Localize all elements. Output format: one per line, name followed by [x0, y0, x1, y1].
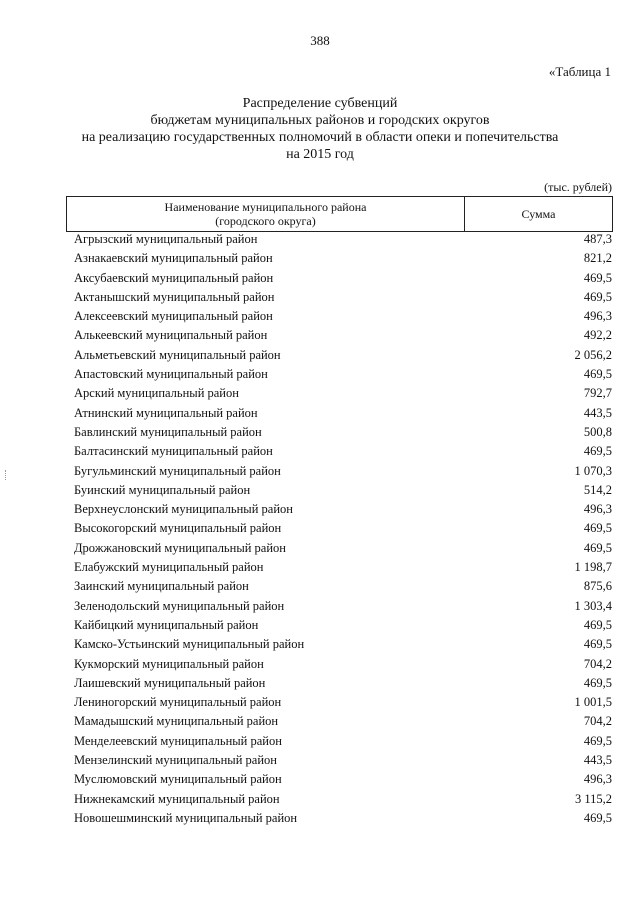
row-value: 704,2: [583, 714, 612, 729]
row-name: Агрызский муниципальный район: [74, 232, 258, 246]
row-value: 1 070,3: [574, 463, 612, 478]
table-row: [74, 423, 612, 442]
row-name: Бавлинский муниципальный район: [74, 424, 262, 439]
row-value: 469,5: [583, 637, 612, 652]
row-value: 496,3: [583, 309, 612, 324]
table-row: [74, 712, 612, 731]
table-row: [74, 307, 612, 326]
title-line-2: бюджетам муниципальных районов и городских округов: [150, 113, 490, 128]
row-value: 1 303,4: [574, 598, 612, 613]
units-label: (тыс. рублей): [544, 180, 612, 194]
row-value: 821,2: [583, 251, 612, 266]
table-row: [74, 751, 612, 770]
row-name: Буинский муниципальный район: [74, 482, 251, 497]
row-value: 469,5: [583, 810, 612, 825]
row-name: Заинский муниципальный район: [74, 579, 249, 594]
row-name: Альметьевский муниципальный район: [74, 347, 281, 362]
row-name: Азнакаевский муниципальный район: [74, 251, 273, 266]
row-value: 487,3: [583, 232, 612, 246]
table-row: [74, 365, 612, 384]
row-value: 443,5: [583, 405, 612, 420]
row-value: 514,2: [583, 482, 612, 497]
row-value: 704,2: [583, 656, 612, 671]
row-name: Высокогорский муниципальный район: [74, 521, 282, 536]
row-value: 469,5: [583, 270, 612, 285]
table-row: [74, 404, 612, 423]
table-row: [74, 539, 612, 558]
row-name: Алексеевский муниципальный район: [74, 309, 273, 324]
row-value: 469,5: [583, 289, 612, 304]
row-value: 496,3: [583, 772, 612, 787]
table-header: [66, 196, 613, 232]
row-name: Бугульминский муниципальный район: [74, 463, 281, 478]
row-value: 875,6: [583, 579, 612, 594]
row-name: Кайбицкий муниципальный район: [74, 617, 259, 632]
title-line-1: Распределение субвенций: [242, 96, 398, 111]
title-line-4: на 2015 год: [286, 147, 354, 162]
row-value: 500,8: [583, 424, 612, 439]
table-row: [74, 674, 612, 693]
table-row: [74, 635, 612, 654]
title-line-3: на реализацию государственных полномочий в области опеки и попечительства: [81, 130, 559, 145]
row-name: Зеленодольский муниципальный район: [74, 598, 285, 613]
column-header-name-line-2: (городского округа): [215, 214, 316, 228]
row-value: 792,7: [583, 386, 612, 401]
table-row: [74, 249, 612, 268]
table-row: [74, 462, 612, 481]
margin-mark: [5, 470, 8, 480]
column-header-sum: Сумма: [521, 207, 556, 221]
row-name: Актанышский муниципальный район: [74, 289, 275, 304]
table-row: [74, 809, 612, 828]
row-value: 1 001,5: [574, 695, 612, 710]
row-value: 469,5: [583, 367, 612, 382]
row-name: Камско-Устьинский муниципальный район: [74, 637, 305, 652]
table-row: [74, 597, 612, 616]
row-name: Елабужский муниципальный район: [74, 560, 264, 575]
table-row: [74, 616, 612, 635]
row-value: 469,5: [583, 521, 612, 536]
row-value: 469,5: [583, 733, 612, 748]
row-name: Верхнеуслонский муниципальный район: [74, 502, 293, 517]
row-name: Арский муниципальный район: [74, 386, 239, 401]
row-name: Муслюмовский муниципальный район: [74, 772, 282, 787]
column-header-name-line-1: Наименование муниципального района: [164, 200, 367, 214]
row-name: Лениногорский муниципальный район: [74, 695, 282, 710]
table-row: [74, 481, 612, 500]
table-row: [74, 519, 612, 538]
row-name: Менделеевский муниципальный район: [74, 733, 282, 748]
row-name: Нижнекамский муниципальный район: [74, 791, 280, 806]
table-row: [74, 326, 612, 345]
table-row: [74, 346, 612, 365]
row-value: 469,5: [583, 540, 612, 555]
row-name: Атнинский муниципальный район: [74, 405, 258, 420]
row-value: 469,5: [583, 444, 612, 459]
row-name: Аксубаевский муниципальный район: [74, 270, 274, 285]
row-name: Апастовский муниципальный район: [74, 367, 268, 382]
table-row: [74, 770, 612, 789]
table-row: [74, 790, 612, 809]
table-body: [74, 230, 612, 828]
row-value: 443,5: [583, 753, 612, 768]
table-row: [74, 269, 612, 288]
row-name: Дрожжановский муниципальный район: [74, 540, 286, 555]
table-row: [74, 693, 612, 712]
row-value: 469,5: [583, 617, 612, 632]
table-row: [74, 442, 612, 461]
table-row: [74, 655, 612, 674]
table-row: [74, 230, 612, 249]
page-number: 388: [310, 33, 330, 48]
table-row: [74, 732, 612, 751]
row-name: Кукморский муниципальный район: [74, 656, 264, 671]
row-value: 469,5: [583, 675, 612, 690]
row-name: Мамадышский муниципальный район: [74, 714, 279, 729]
row-name: Балтасинский муниципальный район: [74, 444, 273, 459]
row-name: Новошешминский муниципальный район: [74, 810, 298, 825]
row-name: Мензелинский муниципальный район: [74, 753, 277, 768]
column-header-name: [67, 197, 465, 231]
table-row: [74, 500, 612, 519]
row-name: Алькеевский муниципальный район: [74, 328, 268, 343]
table-row: [74, 288, 612, 307]
row-value: 492,2: [583, 328, 612, 343]
table-row: [74, 577, 612, 596]
table-row: [74, 558, 612, 577]
row-value: 2 056,2: [574, 347, 612, 362]
document-title: [0, 95, 640, 163]
row-value: 496,3: [583, 502, 612, 517]
row-value: 3 115,2: [574, 791, 612, 806]
table-row: [74, 384, 612, 403]
row-value: 1 198,7: [574, 560, 612, 575]
table-reference: «Таблица 1: [548, 64, 611, 79]
row-name: Лаишевский муниципальный район: [74, 675, 266, 690]
